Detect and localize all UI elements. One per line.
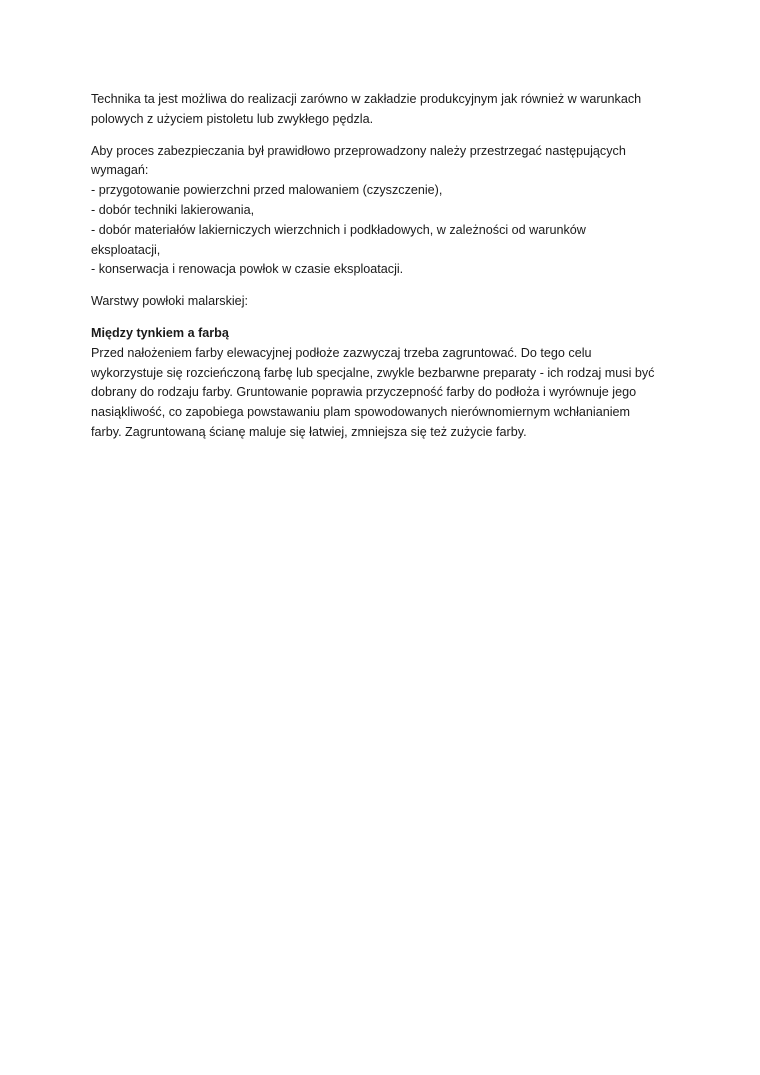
layers-paragraph (91, 292, 681, 312)
text-line: wykorzystuje się rozcieńczoną farbę lub specjalne, zwykle bezbarwne preparaty - ich rodzaj musi być (91, 365, 655, 380)
requirements-paragraph (91, 142, 681, 281)
text-line: Aby proces zabezpieczania był prawidłowo przeprowadzony należy przestrzegać następujących (91, 143, 626, 158)
text-line: wymagań: (91, 163, 149, 178)
primer-section (91, 324, 681, 443)
list-item: - przygotowanie powierzchni przed malowaniem (czyszczenie), (91, 183, 443, 198)
document-body (91, 90, 681, 455)
text-line: Warstwy powłoki malarskiej: (91, 294, 248, 309)
list-item: - dobór materiałów lakierniczych wierzchnich i podkładowych, w zależności od warunków (91, 222, 586, 237)
text-line: farby. Zagruntowaną ścianę maluje się łatwiej, zmniejsza się też zużycie farby. (91, 424, 527, 439)
text-line: Przed nałożeniem farby elewacyjnej podłoże zazwyczaj trzeba zagruntować. Do tego celu (91, 345, 592, 360)
text-line: Technika ta jest możliwa do realizacji zarówno w zakładzie produkcyjnym jak również w warunkach (91, 92, 642, 106)
text-line: nasiąkliwość, co zapobiega powstawaniu plam spowodowanych nierównomiernym wchłanianiem (91, 405, 631, 420)
section-heading: Między tynkiem a farbą (91, 325, 229, 340)
intro-paragraph (91, 90, 681, 130)
text-line: dobrany do rodzaju farby. Gruntowanie poprawia przyczepność farby do podłoża i wyrównuje jego (91, 385, 637, 400)
list-item: - konserwacja i renowacja powłok w czasie eksploatacji. (91, 262, 404, 277)
list-item: - dobór techniki lakierowania, (91, 202, 255, 217)
text-line: eksploatacji, (91, 242, 161, 257)
text-line: polowych z użyciem pistoletu lub zwykłego pędzla. (91, 111, 374, 126)
